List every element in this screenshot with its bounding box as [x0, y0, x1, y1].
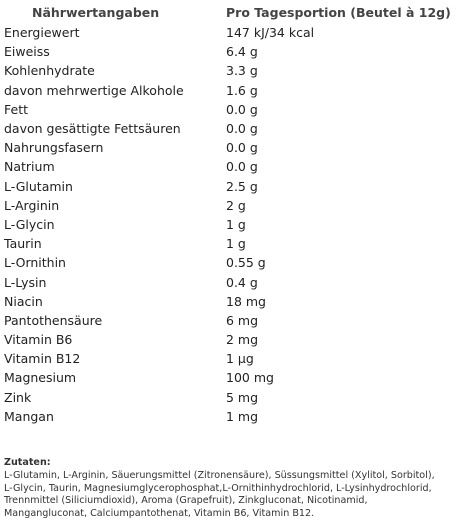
nutrient-name: Natrium [4, 159, 55, 175]
ingredients-section [4, 457, 464, 521]
table-row [4, 330, 451, 349]
ingredients-line: Mangangluconat, Calciumpantothenat, Vitamin B6, Vitamin B12. [4, 508, 315, 520]
table-row [4, 119, 451, 138]
nutrition-rows [4, 23, 451, 426]
table-row [4, 177, 451, 196]
nutrient-name: Zink [4, 389, 32, 405]
nutrient-name: L-Ornithin [4, 255, 66, 271]
table-row [4, 311, 451, 330]
nutrient-value: 147 kJ/34 kcal [226, 25, 315, 41]
table-row [4, 272, 451, 291]
nutrient-name: Pantothensäure [4, 312, 103, 328]
nutrient-name: Kohlenhydrate [4, 63, 95, 79]
nutrient-value: 100 mg [226, 370, 274, 386]
nutrient-name: L-Glutamin [4, 178, 73, 194]
nutrient-name: davon gesättigte Fettsäuren [4, 121, 181, 137]
nutrient-value: 1 g [226, 216, 246, 232]
table-row [4, 215, 451, 234]
nutrient-value: 5 mg [226, 389, 259, 405]
table-row [4, 196, 451, 215]
header-per-serving: Pro Tagesportion (Beutel à 12g) [226, 4, 451, 20]
table-row [4, 138, 451, 157]
nutrient-value: 1 µg [226, 351, 254, 367]
table-row [4, 61, 451, 80]
nutrient-value: 3.3 g [226, 63, 258, 79]
nutrient-value: 0.0 g [226, 121, 258, 137]
nutrient-value: 1 mg [226, 408, 259, 424]
table-row [4, 388, 451, 407]
nutrient-value: 2.5 g [226, 178, 258, 194]
table-row [4, 349, 451, 368]
nutrient-name: Taurin [4, 236, 42, 252]
nutrient-name: Energiewert [4, 25, 80, 41]
nutrient-value: 0.0 g [226, 101, 258, 117]
nutrient-name: Niacin [4, 293, 43, 309]
ingredients-line: L-Glutamin, L-Arginin, Säuerungsmittel (Zitronensäure), Süssungsmittel (Xylitol, Sorbitol), [4, 469, 435, 481]
nutrient-name: Eiweiss [4, 44, 50, 60]
table-row [4, 253, 451, 272]
table-row [4, 81, 451, 100]
nutrient-value: 0.0 g [226, 159, 258, 175]
ingredients-line: L-Glycin, Taurin, Magnesiumglycerophosphat,L-Ornithinhydrochlorid, L-Lysinhydrochlorid, [4, 482, 432, 494]
nutrition-table [4, 1, 451, 426]
header-nutrient: Nährwertangaben [32, 4, 160, 20]
nutrient-value: 2 g [226, 197, 246, 213]
nutrient-value: 0.4 g [226, 274, 258, 290]
ingredients-title: Zutaten: [4, 457, 51, 468]
nutrient-value: 0.55 g [226, 255, 266, 271]
table-row [4, 100, 451, 119]
table-row [4, 368, 451, 387]
nutrient-name: Nahrungsfasern [4, 140, 104, 156]
nutrient-name: davon mehrwertige Alkohole [4, 82, 184, 98]
nutrient-name: Vitamin B6 [4, 332, 73, 348]
table-row [4, 234, 451, 253]
nutrient-name: Vitamin B12 [4, 351, 81, 367]
table-row [4, 407, 451, 426]
nutrient-value: 6.4 g [226, 44, 258, 60]
nutrient-name: L-Glycin [4, 216, 55, 232]
nutrient-name: L-Lysin [4, 274, 47, 290]
nutrient-value: 2 mg [226, 332, 259, 348]
table-row [4, 23, 451, 42]
table-row [4, 157, 451, 176]
table-row [4, 292, 451, 311]
nutrient-value: 6 mg [226, 312, 259, 328]
nutrient-name: L-Arginin [4, 197, 60, 213]
ingredients-line: Trennmittel (Siliciumdioxid), Aroma (Grapefruit), Zinkgluconat, Nicotinamid, [4, 495, 368, 507]
nutrient-name: Mangan [4, 408, 54, 424]
nutrient-name: Fett [4, 101, 28, 117]
nutrient-value: 1 g [226, 236, 246, 252]
table-header-row [4, 1, 451, 23]
nutrient-name: Magnesium [4, 370, 77, 386]
table-row [4, 42, 451, 61]
nutrient-value: 0.0 g [226, 140, 258, 156]
nutrient-value: 1.6 g [226, 82, 258, 98]
nutrient-value: 18 mg [226, 293, 266, 309]
